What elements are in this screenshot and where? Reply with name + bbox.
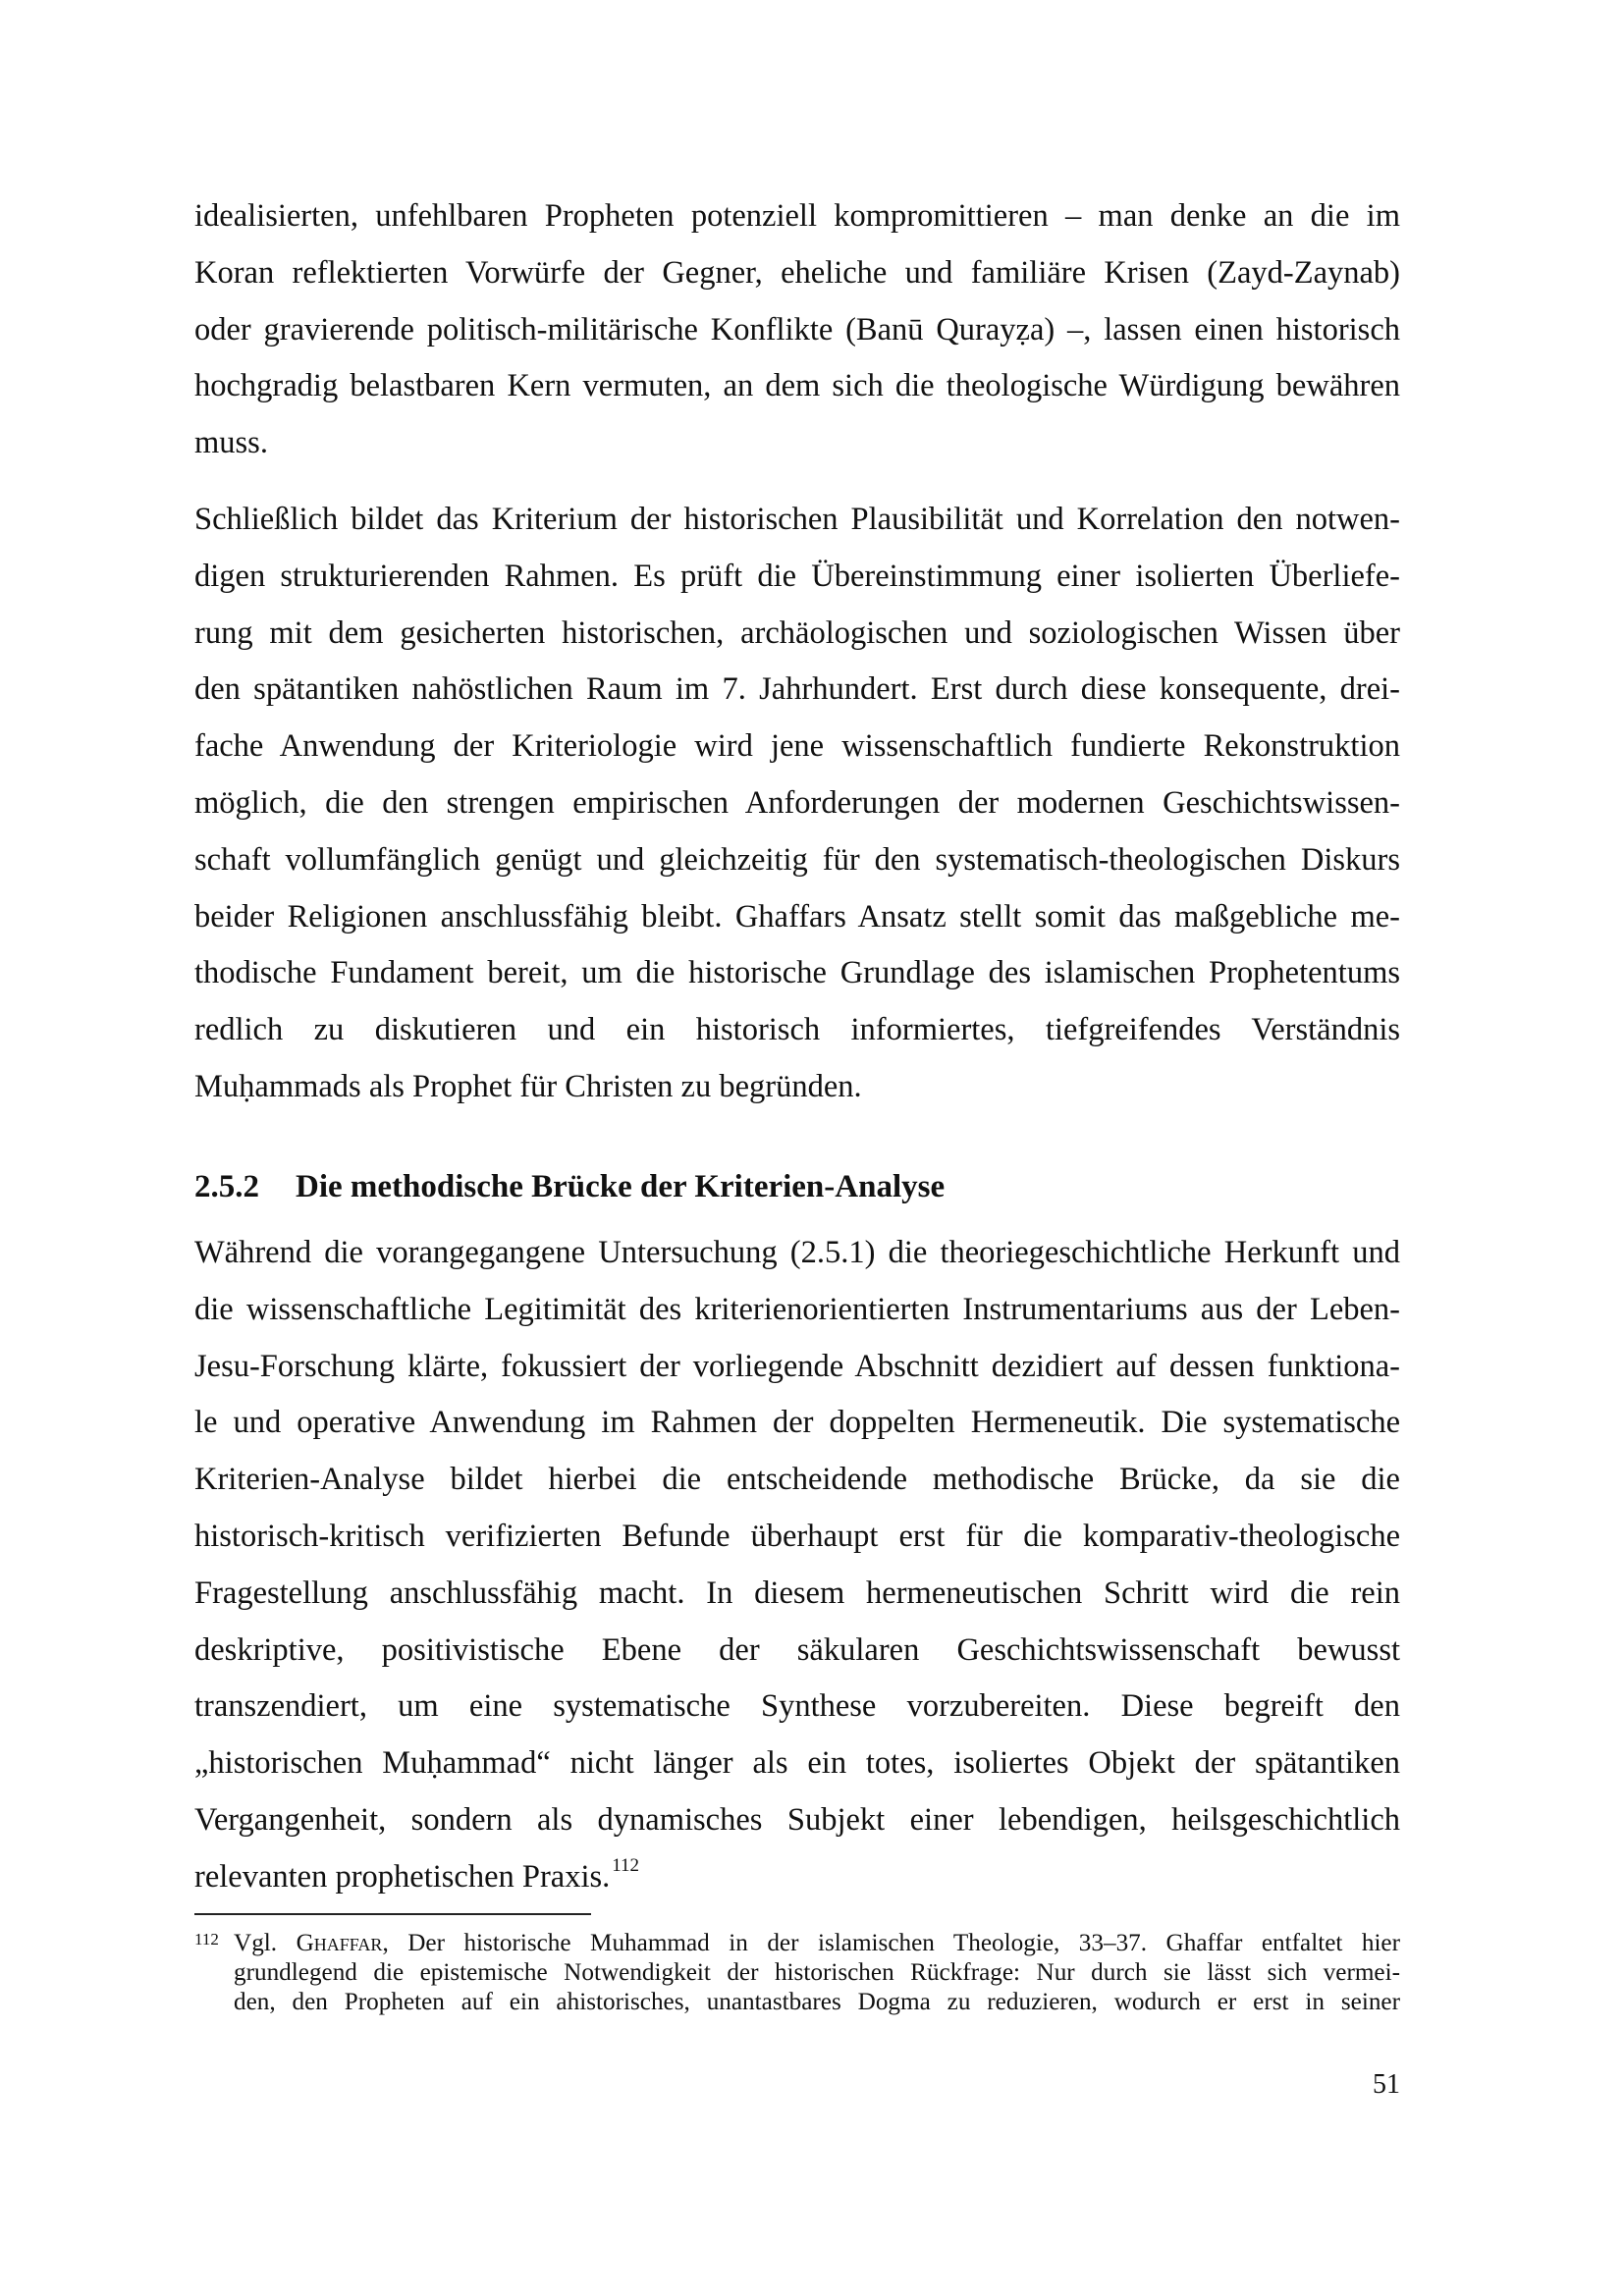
paragraph-line: redlich zu diskutieren und ein historisch informiertes, tiefgreifendes Verständnis bbox=[194, 1012, 1400, 1048]
footnote-reference[interactable]: 112 bbox=[612, 1854, 640, 1876]
paragraph-line: Jesu-Forschung klärte, fokussiert der vorliegende Abschnitt dezidiert auf dessen funktiona- bbox=[194, 1348, 1400, 1384]
footnote-line-2: grundlegend die epistemische Notwendigkeit der historischen Rückfrage: Nur durch sie lässt sich vermei- bbox=[234, 1959, 1400, 1987]
paragraph-last-line bbox=[194, 1849, 1400, 1910]
section-number: 2.5.2 bbox=[194, 1169, 259, 1204]
paragraph-line: Während die vorangegangene Untersuchung (2.5.1) die theoriegeschichtliche Herkunft und bbox=[194, 1235, 1400, 1270]
footnote-separator bbox=[194, 1913, 591, 1915]
paragraph-line: die wissenschaftliche Legitimität des kriterienorientierten Instrumentariums aus der Leben- bbox=[194, 1291, 1400, 1327]
footnote bbox=[194, 1929, 1400, 2018]
page-number: 51 bbox=[1373, 2069, 1400, 2100]
footnote-line-1-rest: , Der historische Muhammad in der islamischen Theologie, 33–37. Ghaffar entfaltet hier bbox=[382, 1930, 1401, 1956]
paragraph-line: fache Anwendung der Kriteriologie wird jene wissenschaftlich fundierte Rekonstruktion bbox=[194, 728, 1400, 765]
footnote-prefix: Vgl. bbox=[234, 1930, 297, 1956]
paragraph-2 bbox=[194, 492, 1400, 1116]
last-line-text: relevanten prophetischen Praxis. bbox=[194, 1858, 611, 1895]
paragraph-line: „historischen Muḥammad“ nicht länger als ein totes, isoliertes Objekt der spätantiken bbox=[194, 1745, 1400, 1782]
paragraph-line: Kriterien-Analyse bildet hierbei die entscheidende methodische Brücke, da sie die bbox=[194, 1462, 1400, 1498]
paragraph-line: Fragestellung anschlussfähig macht. In diesem hermeneutischen Schritt wird die rein bbox=[194, 1575, 1400, 1611]
footnote-author: Ghaffar bbox=[296, 1930, 383, 1956]
footnote-number: 112 bbox=[194, 1930, 219, 1949]
paragraph-line: Schließlich bildet das Kriterium der historischen Plausibilität und Korrelation den notwen- bbox=[194, 502, 1400, 537]
paragraph-line: rung mit dem gesicherten historischen, archäologischen und soziologischen Wissen über bbox=[194, 614, 1400, 651]
paragraph-line: idealisierten, unfehlbaren Propheten potenziell kompromittieren – man denke an die im bbox=[194, 198, 1400, 234]
paragraph-line: hochgradig belastbaren Kern vermuten, an dem sich die theologische Würdigung bewähren bbox=[194, 368, 1400, 404]
paragraph-line: thodische Fundament bereit, um die historische Grundlage des islamischen Prophetentums bbox=[194, 955, 1400, 991]
paragraph-line: den spätantiken nahöstlichen Raum im 7. Jahrhundert. Erst durch diese konsequente, drei- bbox=[194, 671, 1400, 708]
paragraph-line: Muḥammads als Prophet für Christen zu begründen. bbox=[194, 1068, 862, 1104]
paragraph-line: möglich, die den strengen empirischen Anforderungen der modernen Geschichtswissen- bbox=[194, 784, 1400, 821]
paragraph-line: Koran reflektierten Vorwürfe der Gegner, eheliche und familiäre Krisen (Zayd-Zaynab) bbox=[194, 254, 1400, 291]
paragraph-line: deskriptive, positivistische Ebene der säkularen Geschichtswissenschaft bewusst bbox=[194, 1631, 1400, 1668]
footnote-line-3: den, den Propheten auf ein ahistorisches, unantastbares Dogma zu reduzieren, wodurch er erst in seiner bbox=[234, 1989, 1400, 2016]
paragraph-line: digen strukturierenden Rahmen. Es prüft die Übereinstimmung einer isolierten Überliefe- bbox=[194, 558, 1400, 594]
paragraph-1 bbox=[194, 188, 1400, 472]
paragraph-line: transzendiert, um eine systematische Synthese vorzubereiten. Diese begreift den bbox=[194, 1688, 1400, 1725]
footnote-body bbox=[234, 1929, 1400, 2018]
paragraph-line: historisch-kritisch verifizierten Befunde überhaupt erst für die komparativ-theologische bbox=[194, 1518, 1400, 1554]
paragraph-line: le und operative Anwendung im Rahmen der doppelten Hermeneutik. Die systematische bbox=[194, 1405, 1400, 1441]
section-title: Die methodische Brücke der Kriterien-Analyse bbox=[296, 1169, 946, 1204]
paragraph-line: Vergangenheit, sondern als dynamisches Subjekt einer lebendigen, heilsgeschichtlich bbox=[194, 1801, 1400, 1838]
paragraph-line: beider Religionen anschlussfähig bleibt. Ghaffars Ansatz stellt somit das maßgebliche me- bbox=[194, 898, 1400, 934]
paragraph-line: schaft vollumfänglich genügt und gleichzeitig für den systematisch-theologischen Diskurs bbox=[194, 841, 1400, 878]
footnote-line-1 bbox=[234, 1929, 1400, 1958]
paragraph-3 bbox=[194, 1225, 1400, 1910]
section-heading bbox=[194, 1158, 1400, 1215]
paragraph-line: oder gravierende politisch-militärische Konflikte (Banū Qurayẓa) –, lassen einen historisch bbox=[194, 311, 1400, 347]
paragraph-line: muss. bbox=[194, 425, 268, 461]
